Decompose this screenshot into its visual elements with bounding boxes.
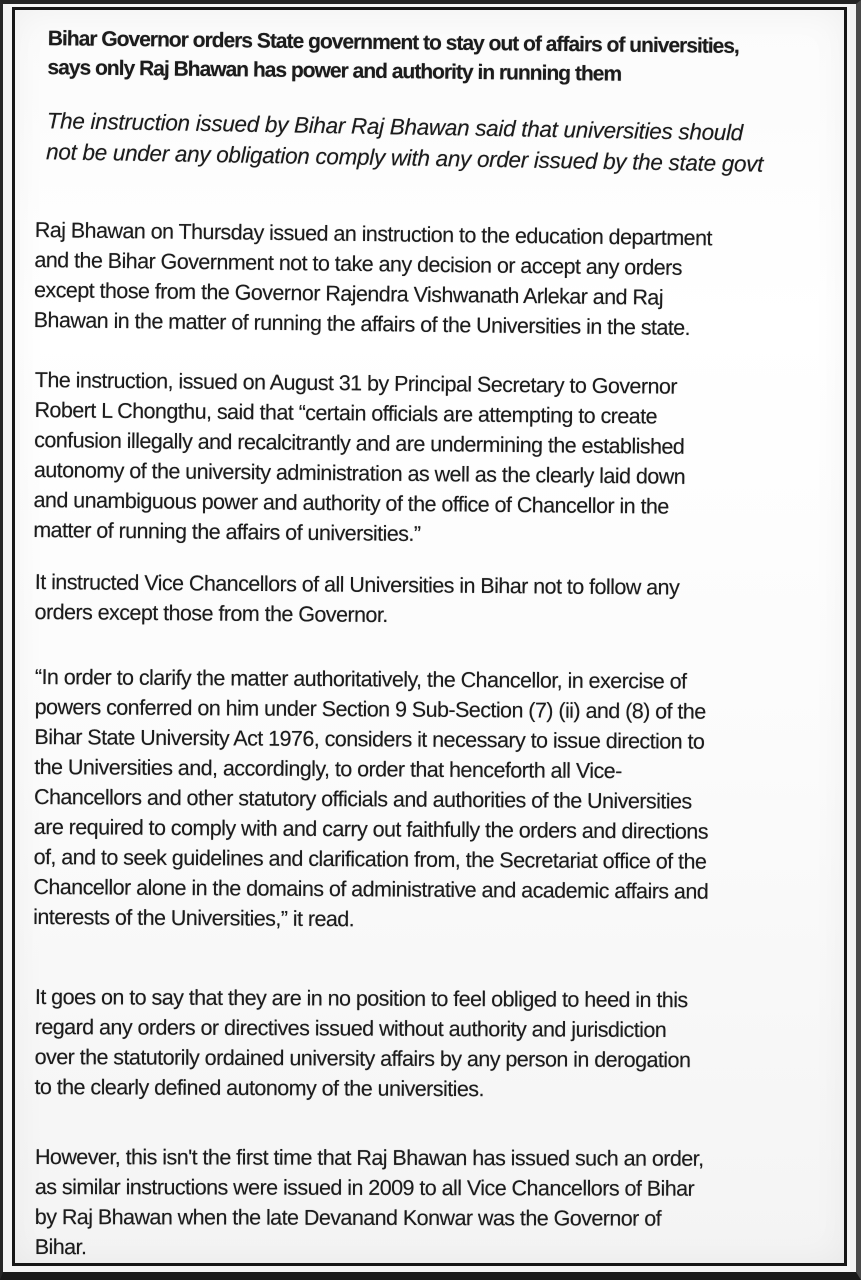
headline: Bihar Governor orders State government to stay out of affairs of universities, says only Raj Bhawan has power and authority in running them	[47, 27, 739, 86]
paragraph-2: The instruction, issued on August 31 by Principal Secretary to Governor Robert L Chongthu, said that “certain officials are attempting to create confusion illegally and recalcitrantly and are undermining the established autonomy of the university administration as well as the clearly laid down and unambiguous power and authority of the office of Chancellor in the matter of running the affairs of universities.”	[33, 367, 686, 547]
paragraph-4: “In order to clarify the matter authoritatively, the Chancellor, in exercise of powers conferred on him under Section 9 Sub-Section (7) (ii) and (8) of the Bihar State University Act 1976, considers it necessary to issue direction to the Universities and, accordingly, to order that henceforth all Vice- Chancellors and other statutory officials and authorities of the Universities are required to comply with and carry out faithfully the orders and directions of, and to seek guidelines and clarification from, the Secretariat office of the Chancellor alone in the domains of administrative and academic affairs and interests of the Universities,” it read.	[33, 664, 709, 932]
paragraph-6: However, this isn't the first time that Raj Bhawan has issued such an order, as similar instructions were issued in 2009 to all Vice Chancellors of Bihar by Raj Bhawan when the late Devanand Konwar was the Governor of Bihar.	[34, 1145, 704, 1260]
document-inner-frame	[12, 7, 847, 1266]
subtitle: The instruction issued by Bihar Raj Bhawan said that universities should not be under any obligation comply with any order issued by the state govt	[45, 108, 764, 177]
paragraph-1: Raj Bhawan on Thursday issued an instruction to the education department and the Bihar Government not to take any decision or accept any orders except those from the Governor Rajendra Vishwanath Arlekar and Raj Bhawan in the matter of running the affairs of the Universities in the state.	[33, 217, 713, 341]
paragraph-5: It goes on to say that they are in no position to feel obliged to heed in this regard any orders or directives issued without authority and jurisdiction over the statutorily ordained university affairs by any person in derogation to the clearly defined autonomy of the universities.	[34, 984, 691, 1102]
paragraph-3: It instructed Vice Chancellors of all Universities in Bihar not to follow any orders except those from the Governor.	[34, 569, 680, 628]
